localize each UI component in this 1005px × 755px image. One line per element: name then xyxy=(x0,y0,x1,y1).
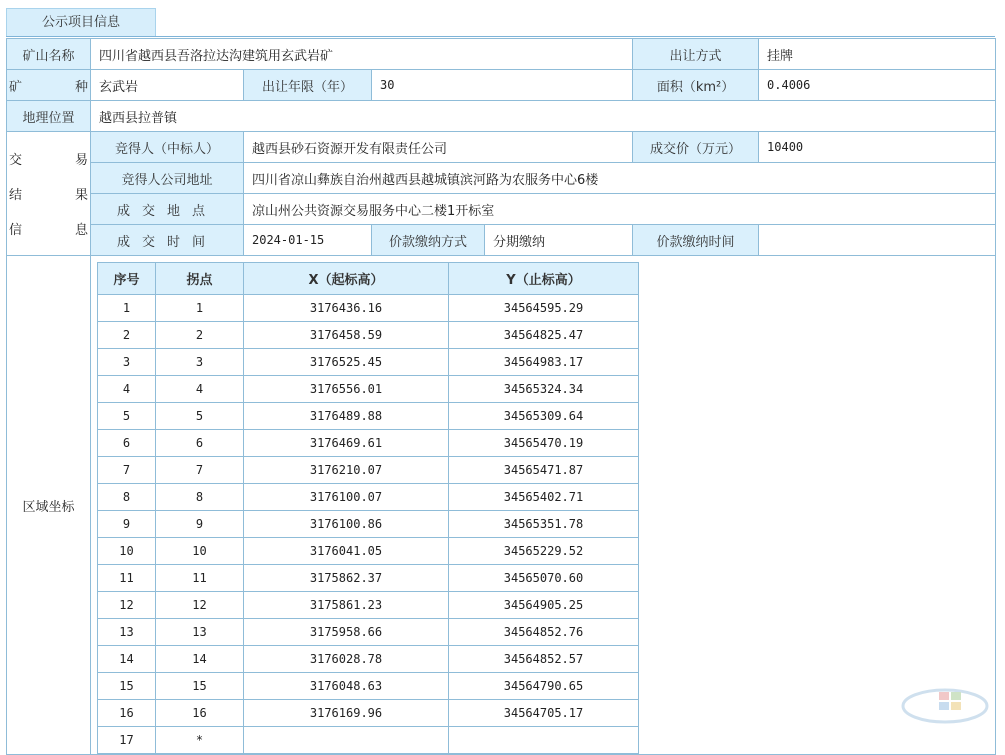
coords-cell-x: 3176100.07 xyxy=(244,484,449,511)
coords-cell-point: 13 xyxy=(156,619,244,646)
trade-result-char: 结 xyxy=(9,188,23,203)
time-label: 成交时间 xyxy=(91,225,244,256)
transfer-method-label: 出让方式 xyxy=(633,39,759,70)
mineral-value: 玄武岩 xyxy=(91,70,244,101)
payment-time-label: 价款缴纳时间 xyxy=(633,225,759,256)
coords-row xyxy=(98,538,639,565)
coords-header-x: X（起标高） xyxy=(244,263,449,295)
tab-project-info[interactable]: 公示项目信息 xyxy=(6,8,156,37)
coords-cell-y: 34564595.29 xyxy=(449,295,639,322)
coords-cell-point: 12 xyxy=(156,592,244,619)
coords-cell-point: * xyxy=(156,727,244,754)
coords-cell-seq: 15 xyxy=(98,673,156,700)
mineral-label xyxy=(7,70,91,101)
coords-cell-y: 34564705.17 xyxy=(449,700,639,727)
coords-cell-seq: 13 xyxy=(98,619,156,646)
coords-cell-x: 3176489.88 xyxy=(244,403,449,430)
location-label: 地理位置 xyxy=(7,101,91,132)
coords-header-y: Y（止标高） xyxy=(449,263,639,295)
coords-cell-x: 3176048.63 xyxy=(244,673,449,700)
payment-method-value: 分期缴纳 xyxy=(485,225,633,256)
coords-row xyxy=(98,295,639,322)
coords-cell-seq: 1 xyxy=(98,295,156,322)
coords-cell-seq: 3 xyxy=(98,349,156,376)
coords-row xyxy=(98,484,639,511)
coords-row xyxy=(98,349,639,376)
coords-cell-point: 7 xyxy=(156,457,244,484)
coords-cell-x xyxy=(244,727,449,754)
coords-cell-y: 34564983.17 xyxy=(449,349,639,376)
term-value: 30 xyxy=(372,70,633,101)
coords-cell-seq: 8 xyxy=(98,484,156,511)
coords-cell-x: 3176169.96 xyxy=(244,700,449,727)
price-value: 10400 xyxy=(759,132,996,163)
coords-cell-y: 34564852.57 xyxy=(449,646,639,673)
coords-cell-seq: 14 xyxy=(98,646,156,673)
coords-cell-seq: 5 xyxy=(98,403,156,430)
coords-cell-x: 3175958.66 xyxy=(244,619,449,646)
coords-cell-point: 11 xyxy=(156,565,244,592)
payment-method-label: 价款缴纳方式 xyxy=(372,225,485,256)
coords-cell-y: 34564790.65 xyxy=(449,673,639,700)
area-value: 0.4006 xyxy=(759,70,996,101)
tab-divider xyxy=(6,36,995,37)
coords-header-seq: 序号 xyxy=(98,263,156,295)
mine-name-label: 矿山名称 xyxy=(7,39,91,70)
area-label: 面积（km²） xyxy=(633,70,759,101)
coords-cell-seq: 17 xyxy=(98,727,156,754)
coords-cell-x: 3176041.05 xyxy=(244,538,449,565)
coords-cell-x: 3176210.07 xyxy=(244,457,449,484)
coords-cell-y: 34565324.34 xyxy=(449,376,639,403)
address-value: 四川省凉山彝族自治州越西县越城镇滨河路为农服务中心6楼 xyxy=(244,163,996,194)
coords-row xyxy=(98,673,639,700)
coords-cell-y: 34565471.87 xyxy=(449,457,639,484)
term-label: 出让年限（年） xyxy=(244,70,372,101)
coords-cell-point: 1 xyxy=(156,295,244,322)
coords-row xyxy=(98,619,639,646)
trade-result-char: 果 xyxy=(74,188,88,203)
coords-table xyxy=(97,262,639,754)
project-info-table xyxy=(6,38,996,755)
coords-cell-x: 3175862.37 xyxy=(244,565,449,592)
trade-result-char: 信 xyxy=(9,223,23,238)
transfer-method-value: 挂牌 xyxy=(759,39,996,70)
coords-cell-x: 3176100.86 xyxy=(244,511,449,538)
coords-cell-x: 3175861.23 xyxy=(244,592,449,619)
coords-cell-point: 16 xyxy=(156,700,244,727)
coords-cell-y: 34564825.47 xyxy=(449,322,639,349)
place-value: 凉山州公共资源交易服务中心二楼1开标室 xyxy=(244,194,996,225)
price-label: 成交价（万元） xyxy=(633,132,759,163)
coords-row xyxy=(98,457,639,484)
coords-cell-seq: 4 xyxy=(98,376,156,403)
winner-value: 越西县砂石资源开发有限责任公司 xyxy=(244,132,633,163)
coords-cell-point: 6 xyxy=(156,430,244,457)
coords-row xyxy=(98,430,639,457)
coords-row xyxy=(98,727,639,754)
place-label: 成交地点 xyxy=(91,194,244,225)
coords-cell-seq: 9 xyxy=(98,511,156,538)
coords-header-point: 拐点 xyxy=(156,263,244,295)
time-value: 2024-01-15 xyxy=(244,225,372,256)
coords-cell-x: 3176556.01 xyxy=(244,376,449,403)
coords-cell-y xyxy=(449,727,639,754)
coords-cell-point: 2 xyxy=(156,322,244,349)
mineral-label-b: 种 xyxy=(74,79,88,95)
coords-row xyxy=(98,700,639,727)
coords-cell-point: 15 xyxy=(156,673,244,700)
coords-cell-point: 10 xyxy=(156,538,244,565)
coords-row xyxy=(98,511,639,538)
coords-cell-point: 5 xyxy=(156,403,244,430)
coords-cell-seq: 16 xyxy=(98,700,156,727)
coords-row xyxy=(98,322,639,349)
coords-cell-y: 34565351.78 xyxy=(449,511,639,538)
coords-body xyxy=(98,295,639,754)
coords-cell-seq: 7 xyxy=(98,457,156,484)
trade-result-char: 息 xyxy=(74,223,88,238)
coords-cell-x: 3176436.16 xyxy=(244,295,449,322)
coords-cell-point: 9 xyxy=(156,511,244,538)
mineral-label-a: 矿 xyxy=(9,79,23,95)
mine-name-value: 四川省越西县吾洛拉达沟建筑用玄武岩矿 xyxy=(91,39,633,70)
coords-cell-point: 3 xyxy=(156,349,244,376)
coords-container xyxy=(91,256,996,755)
watermark-logo-icon xyxy=(899,682,991,726)
trade-result-char: 交 xyxy=(9,153,23,168)
winner-label: 竞得人（中标人） xyxy=(91,132,244,163)
coords-row xyxy=(98,376,639,403)
coords-cell-y: 34565229.52 xyxy=(449,538,639,565)
coords-cell-y: 34564852.76 xyxy=(449,619,639,646)
coords-cell-seq: 2 xyxy=(98,322,156,349)
address-label: 竞得人公司地址 xyxy=(91,163,244,194)
coords-cell-seq: 6 xyxy=(98,430,156,457)
coords-cell-point: 8 xyxy=(156,484,244,511)
coords-cell-y: 34565470.19 xyxy=(449,430,639,457)
coords-cell-x: 3176458.59 xyxy=(244,322,449,349)
coords-row xyxy=(98,403,639,430)
coords-label: 区域坐标 xyxy=(7,256,91,755)
coords-cell-seq: 12 xyxy=(98,592,156,619)
coords-row xyxy=(98,646,639,673)
coords-cell-seq: 10 xyxy=(98,538,156,565)
coords-cell-x: 3176469.61 xyxy=(244,430,449,457)
coords-cell-y: 34565309.64 xyxy=(449,403,639,430)
coords-cell-x: 3176028.78 xyxy=(244,646,449,673)
coords-cell-x: 3176525.45 xyxy=(244,349,449,376)
coords-cell-point: 4 xyxy=(156,376,244,403)
location-value: 越西县拉普镇 xyxy=(91,101,996,132)
trade-result-label xyxy=(7,132,91,256)
payment-time-value xyxy=(759,225,996,256)
coords-row xyxy=(98,565,639,592)
coords-cell-y: 34565402.71 xyxy=(449,484,639,511)
coords-cell-point: 14 xyxy=(156,646,244,673)
coords-cell-y: 34565070.60 xyxy=(449,565,639,592)
trade-result-char: 易 xyxy=(74,153,88,168)
coords-row xyxy=(98,592,639,619)
coords-cell-seq: 11 xyxy=(98,565,156,592)
coords-cell-y: 34564905.25 xyxy=(449,592,639,619)
